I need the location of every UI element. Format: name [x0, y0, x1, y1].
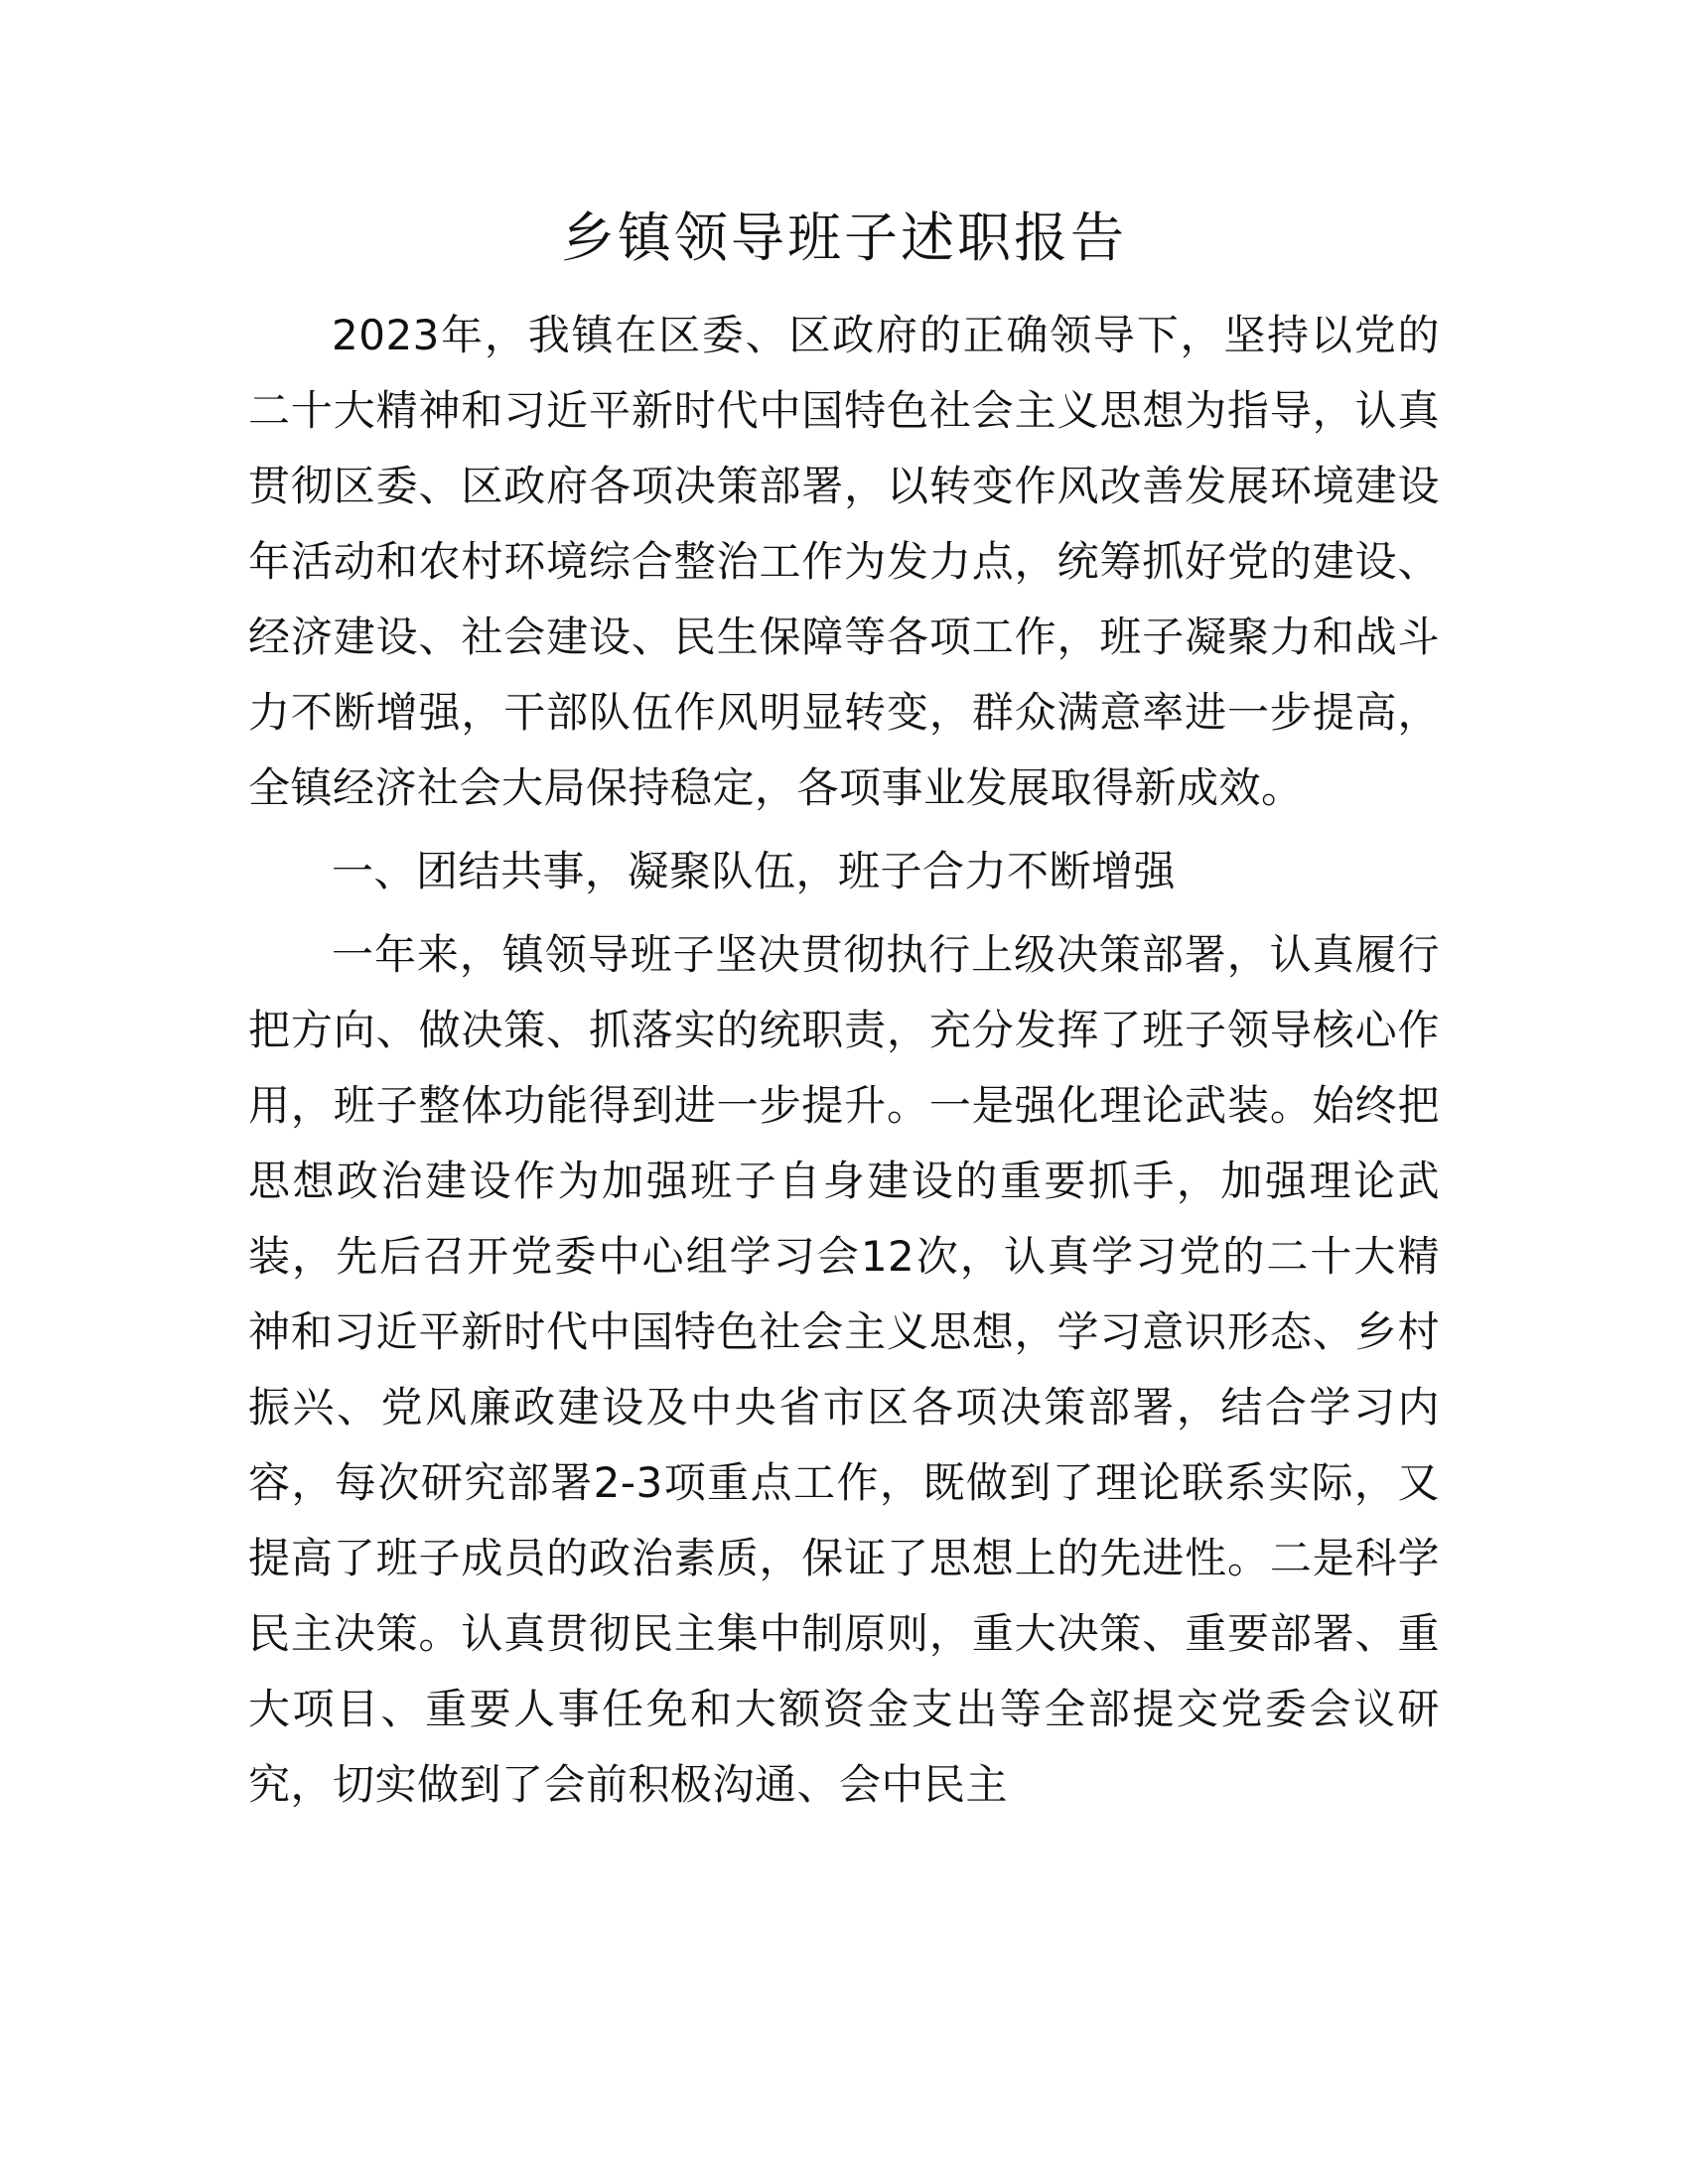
- section-paragraph: 一年来，镇领导班子坚决贯彻执行上级决策部署，认真履行把方向、做决策、抓落实的统职责，充分发挥了班子领导核心作用，班子整体功能得到进一步提升。一是强化理论武装。始终把思想政治建设作为加强班子自身建设的重要抓手，加强理论武装，先后召开党委中心组学习会12次，认真学习党的二十大精神和习近平新时代中国特色社会主义思想，学习意识形态、乡村振兴、党风廉政建设及中央省市区各项决策部署，结合学习内容，每次研究部署2-3项重点工作，既做到了理论联系实际，又提高了班子成员的政治素质，保证了思想上的先进性。二是科学民主决策。认真贯彻民主集中制原则，重大决策、重要部署、重大项目、重要人事任免和大额资金支出等全部提交党委会议研究，切实做到了会前积极沟通、会中民主: [248, 930, 1440, 1809]
- document-title: 乡镇领导班子述职报告: [561, 206, 1127, 269]
- document-body: [248, 298, 1440, 1823]
- intro-paragraph: 2023年，我镇在区委、区政府的正确领导下，坚持以党的二十大精神和习近平新时代中国特色社会主义思想为指导，认真贯彻区委、区政府各项决策部署，以转变作风改善发展环境建设年活动和农村环境综合整治工作为发力点，统筹抓好党的建设、经济建设、社会建设、民生保障等各项工作，班子凝聚力和战斗力不断增强，干部队伍作风明显转变，群众满意率进一步提高，全镇经济社会大局保持稳定，各项事业发展取得新成效。: [248, 311, 1440, 812]
- section-heading: 一、团结共事，凝聚队伍，班子合力不断增强: [332, 847, 1177, 895]
